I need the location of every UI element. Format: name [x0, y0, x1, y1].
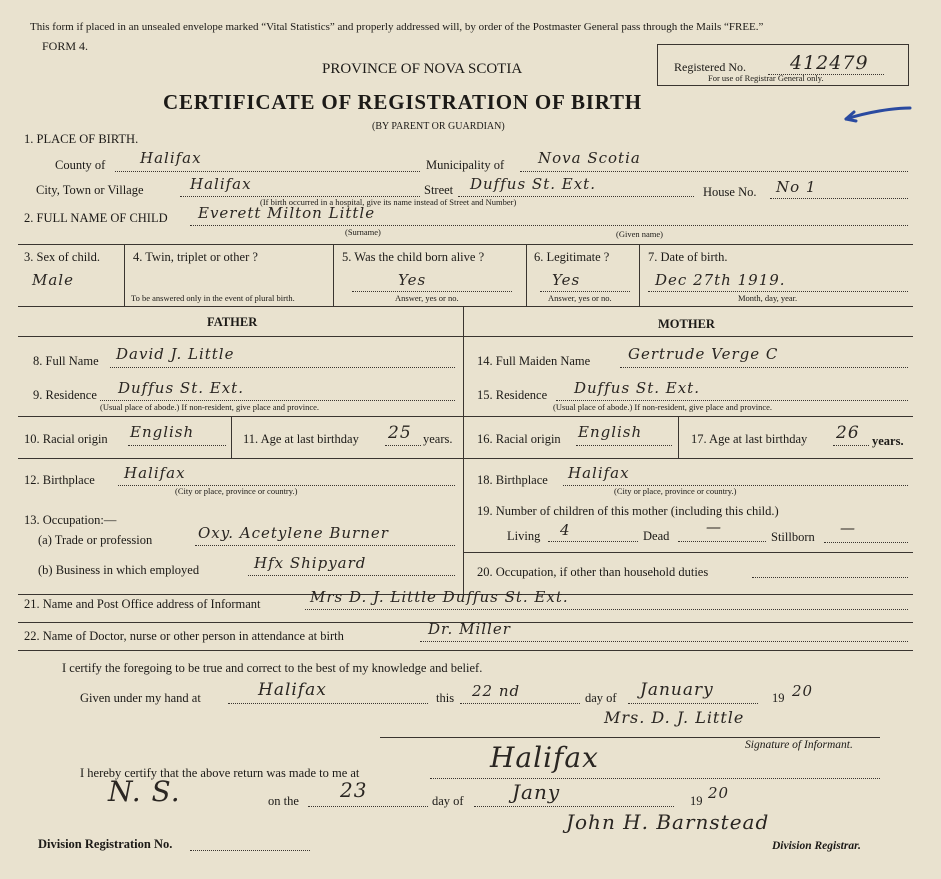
given-year-value: 20: [792, 682, 814, 700]
house-label: House No.: [703, 185, 757, 199]
legitimate-label: 6. Legitimate ?: [534, 250, 610, 264]
province-heading: PROVINCE OF NOVA SCOTIA: [322, 61, 523, 77]
father-age-value: 25: [388, 423, 412, 443]
mother-years: years.: [872, 434, 904, 448]
division-registrar-label: Division Registrar.: [772, 840, 861, 852]
children-count-label: 19. Number of children of this mother (including this child.): [477, 504, 779, 518]
dead-value: —: [706, 518, 722, 536]
given-at-label: Given under my hand at: [80, 691, 201, 705]
sex-value: Male: [32, 271, 74, 289]
hospital-note: (If birth occurred in a hospital, give its name instead of Street and Number): [260, 197, 517, 207]
form-number: FORM 4.: [42, 39, 89, 53]
legitimate-note: Answer, yes or no.: [548, 293, 612, 303]
child-name-value: Everett Milton Little: [198, 204, 376, 222]
alive-label: 5. Was the child born alive ?: [342, 250, 485, 264]
father-occupation-label: 13. Occupation:—: [24, 513, 117, 527]
registrar-use-note: For use of Registrar General only.: [708, 73, 824, 83]
county-value: Halifax: [140, 149, 202, 167]
street-value: Duffus St. Ext.: [470, 175, 596, 193]
given-year-prefix: 19: [772, 691, 785, 705]
father-racial-value: English: [130, 423, 195, 441]
child-name-label: 2. FULL NAME OF CHILD: [24, 211, 168, 225]
trade-label: (a) Trade or profession: [38, 533, 153, 547]
place-heading: 1. PLACE OF BIRTH.: [24, 132, 139, 146]
registrar-place-value: Halifax: [490, 741, 599, 774]
given-month-value: January: [640, 680, 714, 700]
given-dayof-label: day of: [585, 691, 617, 705]
stillborn-label: Stillborn: [771, 530, 815, 544]
sex-label: 3. Sex of child.: [24, 250, 101, 264]
city-value: Halifax: [190, 175, 252, 193]
house-value: No 1: [776, 178, 817, 196]
municipality-value: Nova Scotia: [538, 149, 641, 167]
dob-label: 7. Date of birth.: [648, 250, 728, 264]
this-label: this: [436, 691, 455, 705]
mother-birthplace-note: (City or place, province or country.): [614, 486, 737, 496]
street-label: Street: [424, 183, 454, 197]
father-heading: FATHER: [207, 315, 258, 329]
registrar-dayof-label: day of: [432, 794, 464, 808]
mother-name-label: 14. Full Maiden Name: [477, 354, 591, 368]
county-label: County of: [55, 158, 106, 172]
mother-occupation-label: 20. Occupation, if other than household duties: [477, 565, 709, 579]
registrar-year-prefix: 19: [690, 794, 703, 808]
surname-note: (Surname): [345, 227, 381, 237]
city-label: City, Town or Village: [36, 183, 144, 197]
father-residence-value: Duffus St. Ext.: [118, 379, 244, 397]
registrar-day-value: 23: [340, 778, 368, 802]
given-at-value: Halifax: [258, 680, 327, 700]
arrow-icon: [838, 102, 913, 124]
mother-birthplace-value: Halifax: [568, 464, 630, 482]
registrar-year-value: 20: [708, 784, 730, 802]
mother-age-label: 17. Age at last birthday: [691, 432, 808, 446]
father-name-value: David J. Little: [116, 345, 235, 363]
twin-note: To be answered only in the event of plural birth.: [131, 293, 295, 303]
father-residence-label: 9. Residence: [33, 388, 97, 402]
father-birthplace-label: 12. Birthplace: [24, 473, 95, 487]
dob-note: Month, day, year.: [738, 293, 798, 303]
given-name-note: (Given name): [616, 229, 663, 239]
given-day-value: 22 nd: [472, 682, 521, 700]
postal-notice: This form if placed in an unsealed envelope marked “Vital Statistics” and properly addressed will, by order of the Postmaster General pass through the Mails “FREE.”: [30, 21, 764, 33]
stillborn-value: —: [840, 519, 856, 537]
doctor-label: 22. Name of Doctor, nurse or other person in attendance at birth: [24, 629, 344, 643]
mother-birthplace-label: 18. Birthplace: [477, 473, 548, 487]
registrar-certify-label: I hereby certify that the above return was made to me at: [80, 766, 360, 780]
mother-residence-note: (Usual place of abode.) If non-resident, give place and province.: [553, 402, 773, 412]
registered-label: Registered No.: [674, 60, 746, 74]
alive-value: Yes: [398, 271, 427, 289]
father-name-label: 8. Full Name: [33, 354, 99, 368]
mother-racial-label: 16. Racial origin: [477, 432, 561, 446]
dead-label: Dead: [643, 529, 670, 543]
business-label: (b) Business in which employed: [38, 563, 200, 577]
legitimate-value: Yes: [552, 271, 581, 289]
father-age-label: 11. Age at last birthday: [243, 432, 359, 446]
father-years: years.: [423, 432, 453, 446]
twin-label: 4. Twin, triplet or other ?: [133, 250, 258, 264]
informant-signature: Mrs. D. J. Little: [604, 708, 745, 727]
trade-value: Oxy. Acetylene Burner: [198, 524, 389, 542]
living-value: 4: [560, 521, 571, 539]
mother-residence-value: Duffus St. Ext.: [574, 379, 700, 397]
living-label: Living: [507, 529, 541, 543]
doctor-value: Dr. Miller: [428, 620, 511, 638]
certificate-title: CERTIFICATE OF REGISTRATION OF BIRTH: [163, 90, 642, 114]
father-birthplace-value: Halifax: [124, 464, 186, 482]
father-racial-label: 10. Racial origin: [24, 432, 108, 446]
father-residence-note: (Usual place of abode.) If non-resident, give place and province.: [100, 402, 320, 412]
mother-name-value: Gertrude Verge C: [628, 345, 779, 363]
on-the-label: on the: [268, 794, 299, 808]
mother-heading: MOTHER: [658, 317, 715, 331]
registrar-month-value: Jany: [512, 780, 561, 804]
informant-label: 21. Name and Post Office address of Informant: [24, 597, 261, 611]
registered-number: 412479: [790, 52, 869, 74]
business-value: Hfx Shipyard: [254, 554, 367, 572]
mother-racial-value: English: [578, 423, 643, 441]
alive-note: Answer, yes or no.: [395, 293, 459, 303]
certificate-subtitle: (BY PARENT OR GUARDIAN): [372, 121, 505, 132]
division-registration-label: Division Registration No.: [38, 837, 173, 851]
dob-value: Dec 27th 1919.: [655, 271, 786, 289]
registrar-place2-value: N. S.: [108, 775, 181, 808]
municipality-label: Municipality of: [426, 158, 505, 172]
informant-signature-label: Signature of Informant.: [745, 739, 853, 751]
mother-age-value: 26: [836, 423, 860, 443]
certify-text: I certify the foregoing to be true and correct to the best of my knowledge and belief.: [62, 661, 483, 675]
registrar-signature: John H. Barnstead: [566, 810, 770, 834]
mother-residence-label: 15. Residence: [477, 388, 548, 402]
informant-value: Mrs D. J. Little Duffus St. Ext.: [310, 588, 569, 606]
father-birthplace-note: (City or place, province or country.): [175, 486, 298, 496]
